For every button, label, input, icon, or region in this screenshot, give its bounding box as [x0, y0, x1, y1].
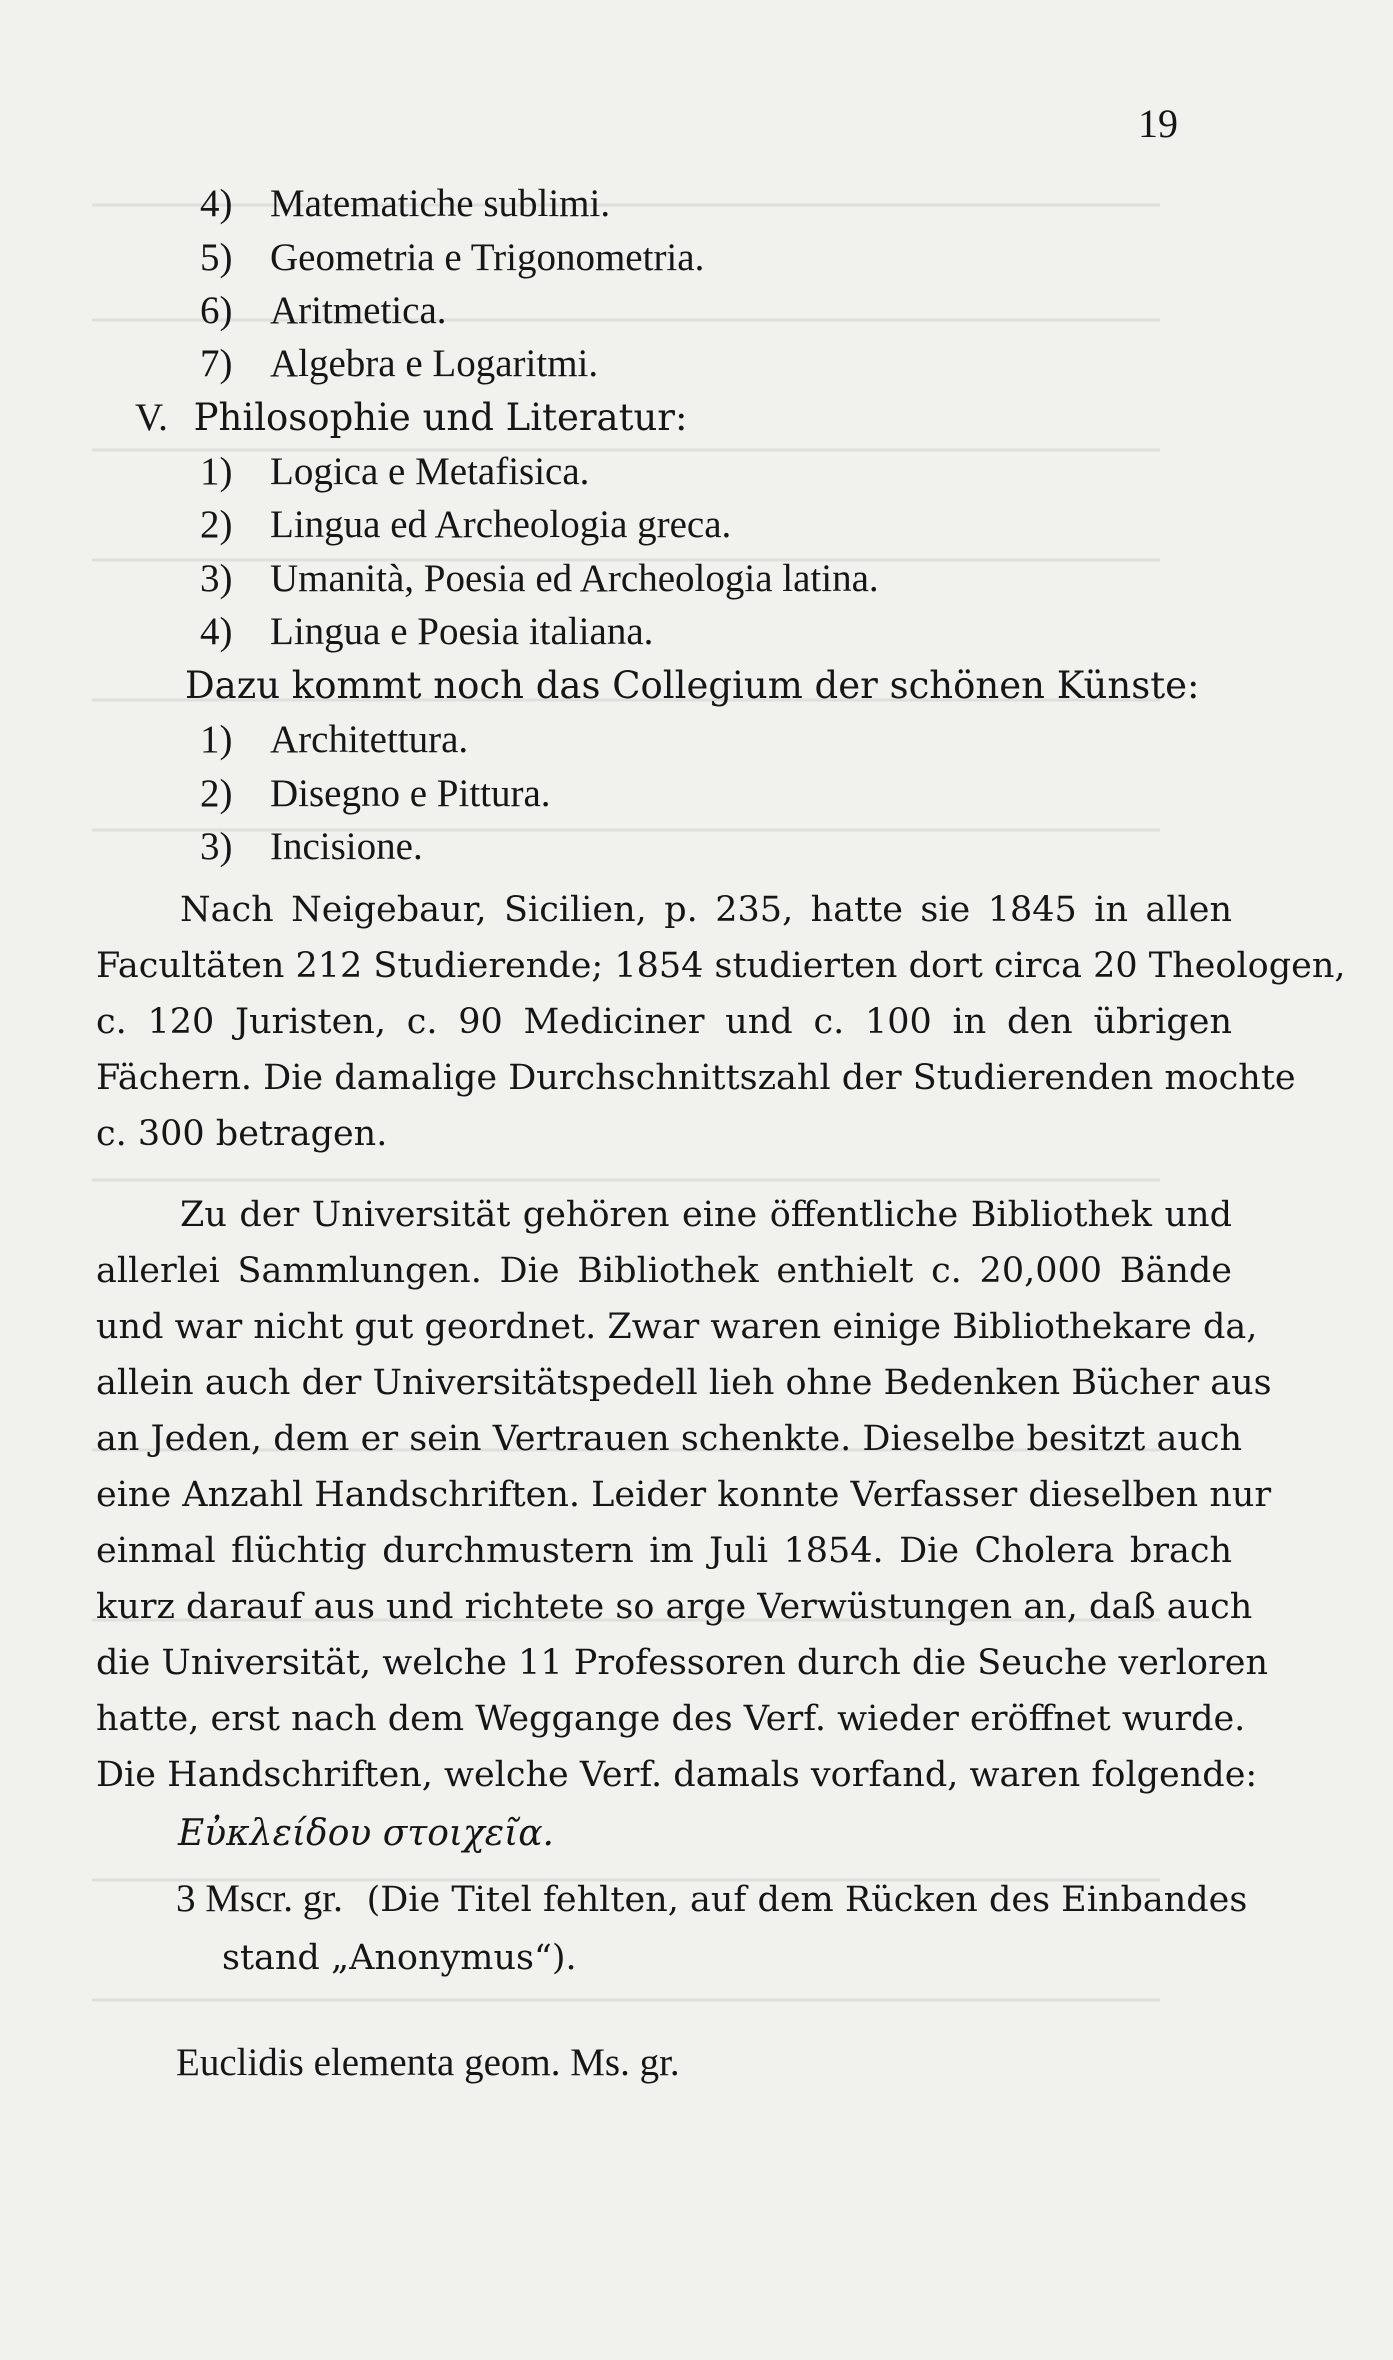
- paragraph-line: Facultäten 212 Studierende; 1854 studierten dort circa 20 Theologen,: [96, 946, 1346, 986]
- paragraph-line: Die Handschriften, welche Verf. damals vorfand, waren folgende:: [96, 1755, 1258, 1795]
- list-number: 7): [200, 342, 233, 385]
- list-number: 2): [200, 772, 233, 815]
- paragraph-line: kurz darauf aus und richtete so arge Verwüstungen an, daß auch: [96, 1587, 1253, 1627]
- collegium-line: Dazu kommt noch das Collegium der schönen Künste:: [185, 664, 1200, 707]
- list-number: 6): [200, 289, 233, 332]
- list-item-philosophy: [200, 497, 731, 553]
- section-title: Philosophie und Literatur:: [193, 396, 688, 439]
- list-item-philosophy: [200, 604, 653, 660]
- greek-heading: Εὐκλείδου στοιχεῖα.: [178, 1813, 554, 1854]
- list-text: Incisione.: [270, 825, 423, 868]
- list-item-arts: [200, 712, 468, 768]
- section-numeral: V.: [135, 396, 168, 439]
- list-number: 1): [200, 718, 233, 761]
- list-item-arts: [200, 819, 423, 875]
- list-text: Umanità, Poesia ed Archeologia latina.: [270, 557, 879, 600]
- paragraph-line: hatte, erst nach dem Weggange des Verf. wieder eröffnet wurde.: [96, 1699, 1246, 1739]
- manuscript-note: (Die Titel fehlten, auf dem Rücken des Einbandes: [366, 1880, 1248, 1920]
- list-text: Disegno e Pittura.: [270, 772, 551, 815]
- paragraph-line: und war nicht gut geordnet. Zwar waren einige Bibliothekare da,: [96, 1307, 1258, 1347]
- list-item-math: [200, 283, 447, 339]
- paragraph-line: eine Anzahl Handschriften. Leider konnte Verfasser dieselben nur: [96, 1475, 1272, 1515]
- list-item-philosophy: [200, 444, 589, 500]
- list-text: Geometria e Trigonometria.: [270, 236, 705, 279]
- list-item-math: [200, 176, 610, 232]
- list-item-math: [200, 230, 704, 286]
- list-text: Architettura.: [270, 718, 469, 761]
- list-text: Matematiche sublimi.: [270, 182, 611, 225]
- list-text: Algebra e Logaritmi.: [270, 342, 599, 385]
- paragraph-line: c. 120 Juristen, c. 90 Mediciner und c. 100 in den übrigen: [96, 1002, 1232, 1042]
- paragraph-line: die Universität, welche 11 Professoren durch die Seuche verloren: [96, 1643, 1268, 1683]
- manuscript-lead: 3 Mscr. gr.: [176, 1877, 343, 1920]
- paragraph-line: Nach Neigebaur, Sicilien, p. 235, hatte sie 1845 in allen: [180, 890, 1232, 930]
- list-number: 3): [200, 825, 233, 868]
- list-number: 1): [200, 450, 233, 493]
- list-item-philosophy: [200, 551, 879, 607]
- paragraph-line: allein auch der Universitätspedell lieh ohne Bedenken Bücher aus: [96, 1363, 1272, 1403]
- page-number: 19: [1138, 101, 1178, 146]
- list-text: Logica e Metafisica.: [270, 450, 590, 493]
- section-heading: [135, 390, 687, 446]
- list-number: 4): [200, 182, 233, 225]
- list-text: Lingua ed Archeologia greca.: [270, 503, 732, 546]
- paragraph-line: Fächern. Die damalige Durchschnittszahl der Studierenden mochte: [96, 1058, 1296, 1098]
- euclid-entry: Euclidis elementa geom. Ms. gr.: [176, 2041, 680, 2084]
- paragraph-line: einmal flüchtig durchmustern im Juli 1854. Die Cholera brach: [96, 1531, 1232, 1571]
- list-number: 3): [200, 557, 233, 600]
- paragraph-line: an Jeden, dem er sein Vertrauen schenkte. Dieselbe besitzt auch: [96, 1419, 1243, 1459]
- paragraph-line: allerlei Sammlungen. Die Bibliothek enthielt c. 20,000 Bände: [96, 1251, 1232, 1291]
- list-item-arts: [200, 766, 551, 822]
- paragraph-line: c. 300 betragen.: [96, 1114, 388, 1154]
- manuscript-entry-line1: [176, 1871, 1248, 1928]
- paragraph-line: Zu der Universität gehören eine öffentliche Bibliothek und: [180, 1195, 1232, 1235]
- list-number: 5): [200, 236, 233, 279]
- list-item-math: [200, 336, 598, 392]
- list-number: 4): [200, 610, 233, 653]
- list-text: Aritmetica.: [270, 289, 447, 332]
- list-text: Lingua e Poesia italiana.: [270, 610, 654, 653]
- list-number: 2): [200, 503, 233, 546]
- manuscript-entry-line2: stand „Anonymus“).: [222, 1938, 577, 1978]
